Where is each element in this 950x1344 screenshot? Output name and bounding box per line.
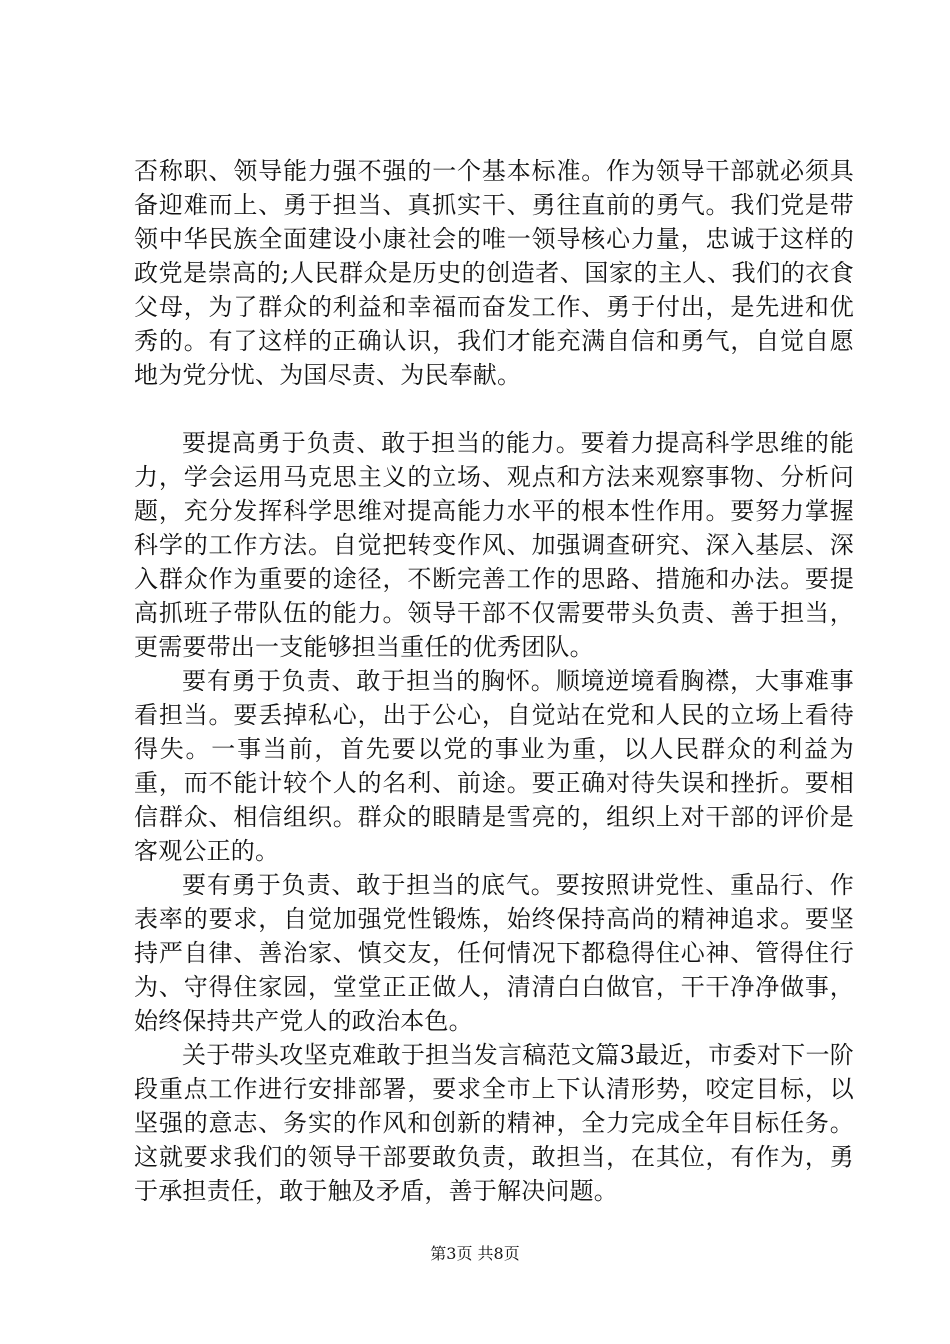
paragraph-5: 关于带头攻坚克难敢于担当发言稿范文篇3最近，市委对下一阶段重点工作进行安排部署，要求全市上下认清形势，咬定目标，以坚强的意志、务实的作风和创新的精神，全力完成全年目标任务。这就要求我们的领导干部要敢负责，敢担当，在其位，有作为，勇于承担责任，敢于触及矛盾，善于解决问题。 <box>134 1041 854 1205</box>
paragraph-3: 要有勇于负责、敢于担当的胸怀。顺境逆境看胸襟，大事难事看担当。要丢掉私心，出于公心，自觉站在党和人民的立场上看待得失。一事当前，首先要以党的事业为重，以人民群众的利益为重，而不能计较个人的名利、前途。要正确对待失误和挫折。要相信群众、相信组织。群众的眼睛是雪亮的，组织上对干部的评价是客观公正的。 <box>134 667 854 865</box>
document-body <box>134 154 854 1208</box>
paragraph-1: 否称职、领导能力强不强的一个基本标准。作为领导干部就必须具备迎难而上、勇于担当、真抓实干、勇往直前的勇气。我们党是带领中华民族全面建设小康社会的唯一领导核心力量，忠诚于这样的政党是崇高的;人民群众是历史的创造者、国家的主人、我们的衣食父母，为了群众的利益和幸福而奋发工作、勇于付出，是先进和优秀的。有了这样的正确认识，我们才能充满自信和勇气，自觉自愿地为党分忧、为国尽责、为民奉献。 <box>134 157 854 389</box>
page-number-footer: 第3页 共8页 <box>430 1244 520 1263</box>
paragraph-4: 要有勇于负责、敢于担当的底气。要按照讲党性、重品行、作表率的要求，自觉加强党性锻炼，始终保持高尚的精神追求。要坚持严自律、善治家、慎交友，任何情况下都稳得住心神、管得住行为、守得住家园，堂堂正正做人，清清白白做官，干干净净做事，始终保持共产党人的政治本色。 <box>134 871 854 1035</box>
paragraph-2: 要提高勇于负责、敢于担当的能力。要着力提高科学思维的能力，学会运用马克思主义的立场、观点和方法来观察事物、分析问题，充分发挥科学思维对提高能力水平的根本性作用。要努力掌握科学的工作方法。自觉把转变作风、加强调查研究、深入基层、深入群众作为重要的途径，不断完善工作的思路、措施和办法。要提高抓班子带队伍的能力。领导干部不仅需要带头负责、善于担当，更需要带出一支能够担当重任的优秀团队。 <box>134 429 854 661</box>
